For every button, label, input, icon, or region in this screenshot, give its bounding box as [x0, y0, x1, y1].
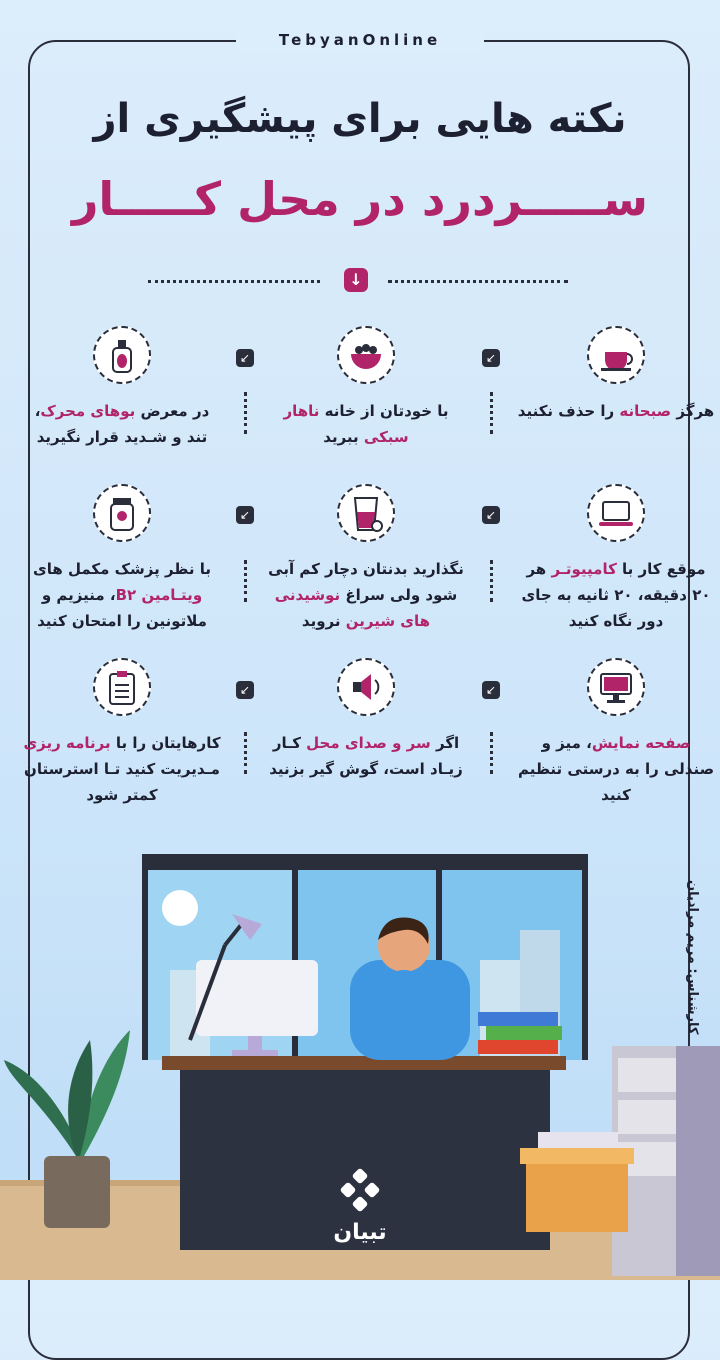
tip-text: صفحه نمایش، میز و صندلی را به درستی تنظیم کنید — [517, 734, 715, 804]
separator — [244, 392, 247, 434]
separator — [244, 732, 247, 774]
tip-card — [266, 326, 466, 450]
tip-card — [516, 658, 716, 808]
title-line-2: ســـــردرد در محل کـــــار — [71, 172, 649, 226]
title-line-1: نکته هایی برای پیشگیری از — [93, 96, 627, 142]
separator — [490, 560, 493, 602]
tip-text: با خودتان از خانه ناهار سبکی ببرید — [283, 402, 449, 446]
logo-text: تبیان — [333, 1220, 387, 1245]
arrow-badge-icon: ↙ — [236, 681, 254, 699]
speaker-icon — [337, 658, 395, 716]
tip-text: با نظر پزشک مکمل های ویتـامین B۲، منیزیم و ملاتونین را امتحان کنید — [32, 560, 212, 630]
tip-card — [22, 326, 222, 450]
tip-text: موقع کار با کامپیوتـر هر ۲۰ دقیقه، ۲۰ ثانیه به جای دور نگاه کنید — [521, 560, 711, 630]
separator — [490, 732, 493, 774]
tea-cup-icon — [587, 326, 645, 384]
down-arrow-icon: ↓ — [344, 268, 368, 292]
arrow-badge-icon: ↙ — [482, 349, 500, 367]
brand-label: TebyanOnline — [236, 28, 484, 52]
arrow-badge-icon: ↙ — [482, 506, 500, 524]
arrow-badge-icon: ↙ — [236, 349, 254, 367]
rice-bowl-icon — [337, 326, 395, 384]
perfume-bottle-icon — [93, 326, 151, 384]
tip-card — [516, 326, 716, 424]
divider-left — [148, 280, 320, 283]
pill-bottle-icon — [93, 484, 151, 542]
arrow-badge-icon: ↙ — [482, 681, 500, 699]
tip-card — [266, 484, 466, 634]
water-glass-icon — [337, 484, 395, 542]
tip-card — [22, 658, 222, 808]
separator — [244, 560, 247, 602]
tip-card — [22, 484, 222, 634]
author-credit: کارشناس: مریم مرادیان — [685, 880, 700, 1035]
tip-text: اگر سر و صدای محل کـار زیـاد است، گوش گیر بزنید — [269, 734, 463, 778]
tip-card — [516, 484, 716, 634]
laptop-icon — [587, 484, 645, 542]
divider-right — [388, 280, 568, 283]
separator — [490, 392, 493, 434]
tip-text: نگذارید بدنتان دچار کم آبی شود ولی سراغ نوشیدنی های شیرین نروید — [268, 560, 464, 630]
tip-text: در معرض بوهای محرک، تند و شـدید قرار نگیرید — [34, 402, 210, 446]
tebyan-logo — [312, 1168, 408, 1245]
clipboard-icon — [93, 658, 151, 716]
monitor-icon — [587, 658, 645, 716]
tip-text: کارهایتان را با برنامه ریزی مـدیریت کنید تـا استرستان کمتر شود — [23, 734, 221, 804]
tip-card — [266, 658, 466, 782]
tebyan-logo-icon — [338, 1168, 382, 1212]
arrow-badge-icon: ↙ — [236, 506, 254, 524]
tip-text: هرگز صبحانه را حذف نکنید — [517, 402, 715, 420]
